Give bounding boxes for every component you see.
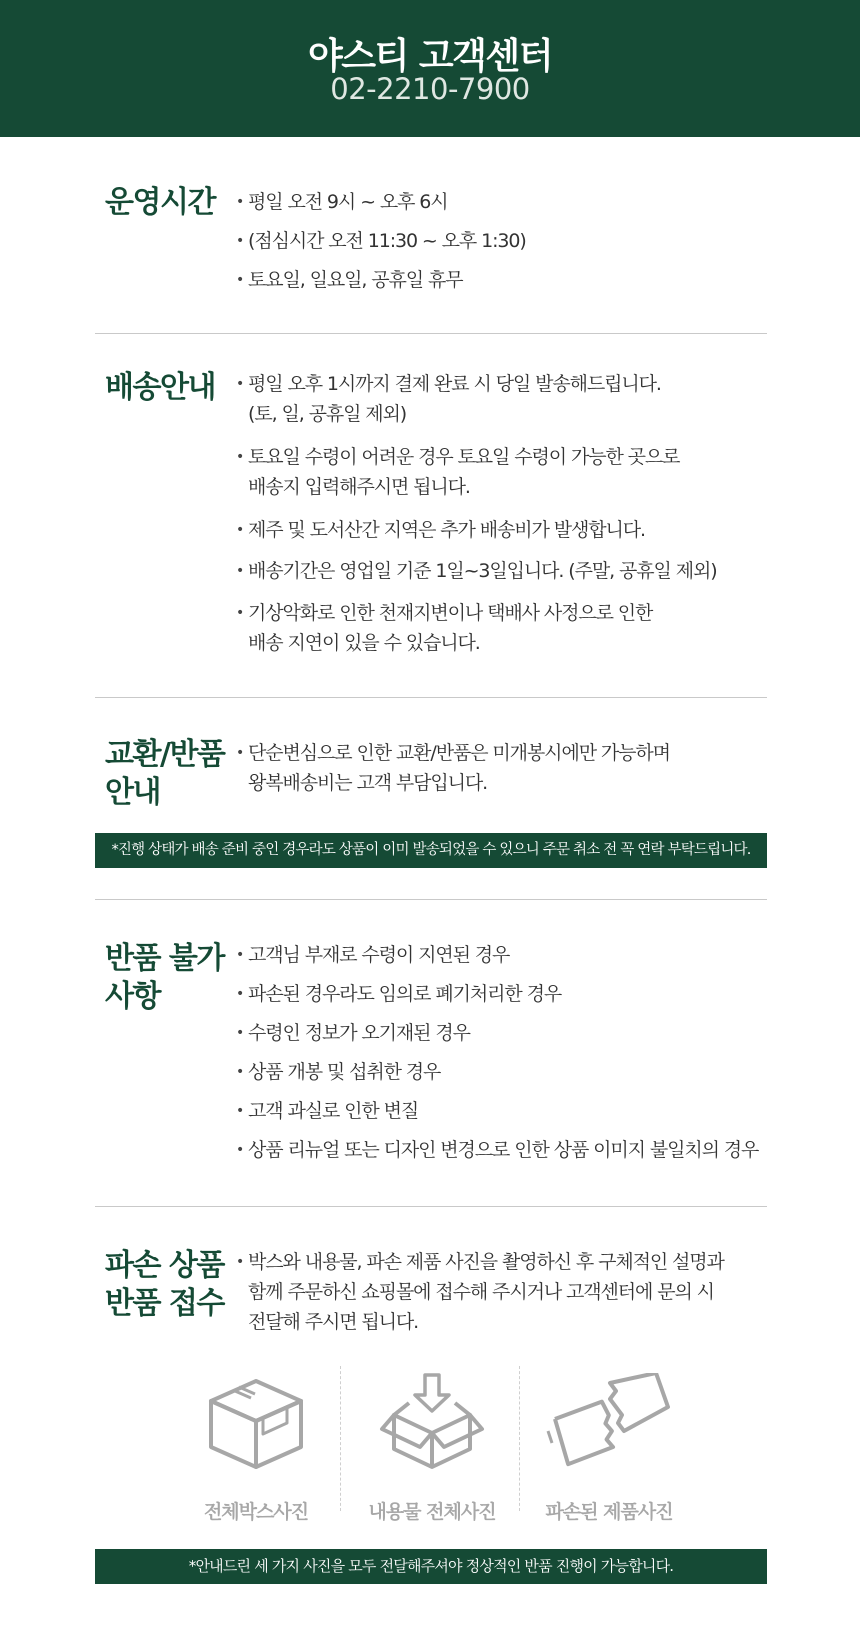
section-exchange (95, 738, 767, 818)
list-item: • 파손된 경우라도 임의로 폐기처리한 경우 (236, 979, 796, 1009)
section-divider (95, 1206, 767, 1207)
list-item: • 토요일, 일요일, 공휴일 휴무 (236, 265, 776, 295)
photo-caption: 파손된 제품사진 (545, 1501, 673, 1523)
list-item: • 고객 과실로 인한 변질 (236, 1096, 796, 1126)
photo-divider (340, 1366, 341, 1511)
exchange-list (236, 738, 776, 798)
section-title-line: 반품 불가 (105, 941, 224, 976)
list-item: • 배송기간은 영업일 기준 1일~3일입니다. (주말, 공휴일 제외) (236, 556, 776, 586)
photo-guide-box (167, 1373, 345, 1523)
section-hours (95, 185, 767, 299)
section-shipping (95, 371, 767, 671)
phone-number: 02-2210-7900 (330, 72, 530, 106)
list-item: • 기상악화로 인한 천재지변이나 택배사 사정으로 인한 배송 지연이 있을 수 있습니다. (236, 598, 776, 658)
open-box-icon (343, 1373, 521, 1473)
section-divider (95, 697, 767, 698)
photo-guide-contents (343, 1373, 521, 1523)
section-title-damage (105, 1247, 224, 1323)
list-item: • (점심시간 오전 11:30 ~ 오후 1:30) (236, 226, 776, 256)
section-divider (95, 899, 767, 900)
photo-guide-damaged (520, 1373, 698, 1523)
broken-product-icon (520, 1373, 698, 1473)
section-title-hours: 운영시간 (105, 185, 215, 220)
list-item: • 수령인 정보가 오기재된 경우 (236, 1018, 796, 1048)
damage-list (236, 1247, 776, 1337)
section-title-no-return (105, 940, 224, 1016)
section-title-exchange (105, 736, 224, 812)
section-title-line: 파손 상품 (105, 1248, 224, 1283)
photo-caption: 내용물 전체사진 (368, 1501, 496, 1523)
list-item: • 단순변심으로 인한 교환/반품은 미개봉시에만 가능하며 왕복배송비는 고객 부담입니다. (236, 738, 776, 798)
section-divider (95, 333, 767, 334)
section-title-line: 안내 (105, 775, 160, 810)
list-item: • 토요일 수령이 어려운 경우 토요일 수령이 가능한 곳으로 배송지 입력해주시면 됩니다. (236, 442, 776, 502)
section-title-line: 사항 (105, 979, 160, 1014)
list-item: • 평일 오전 9시 ~ 오후 6시 (236, 187, 776, 217)
section-damage (95, 1249, 767, 1349)
list-item: • 제주 및 도서산간 지역은 추가 배송비가 발생합니다. (236, 515, 776, 545)
list-item: • 평일 오후 1시까지 결제 완료 시 당일 발송해드립니다. (토, 일, 공휴일 제외) (236, 369, 776, 429)
shipping-list (236, 369, 776, 658)
page-title: 야스티 고객센터 (308, 36, 552, 77)
section-title-shipping: 배송안내 (105, 370, 215, 405)
hours-list (236, 187, 776, 295)
page-header (0, 0, 860, 137)
section-title-line: 교환/반품 (105, 737, 225, 772)
section-title-line: 반품 접수 (105, 1286, 224, 1321)
photo-caption: 전체박스사진 (203, 1501, 309, 1523)
no-return-list (236, 940, 796, 1165)
list-item: • 상품 개봉 및 섭취한 경우 (236, 1057, 796, 1087)
list-item: • 상품 리뉴얼 또는 디자인 변경으로 인한 상품 이미지 불일치의 경우 (236, 1135, 796, 1165)
list-item: • 박스와 내용물, 파손 제품 사진을 촬영하신 후 구체적인 설명과 함께 주문하신 쇼핑몰에 접수해 주시거나 고객센터에 문의 시 전달해 주시면 됩니다. (236, 1247, 776, 1337)
box-icon (167, 1373, 345, 1473)
exchange-notice-banner: *진행 상태가 배송 준비 중인 경우라도 상품이 이미 발송되었을 수 있으니 주문 취소 전 꼭 연락 부탁드립니다. (95, 833, 767, 868)
list-item: • 고객님 부재로 수령이 지연된 경우 (236, 940, 796, 970)
section-no-return (95, 942, 767, 1172)
damage-notice-banner: *안내드린 세 가지 사진을 모두 전달해주셔야 정상적인 반품 진행이 가능합니다. (95, 1549, 767, 1584)
